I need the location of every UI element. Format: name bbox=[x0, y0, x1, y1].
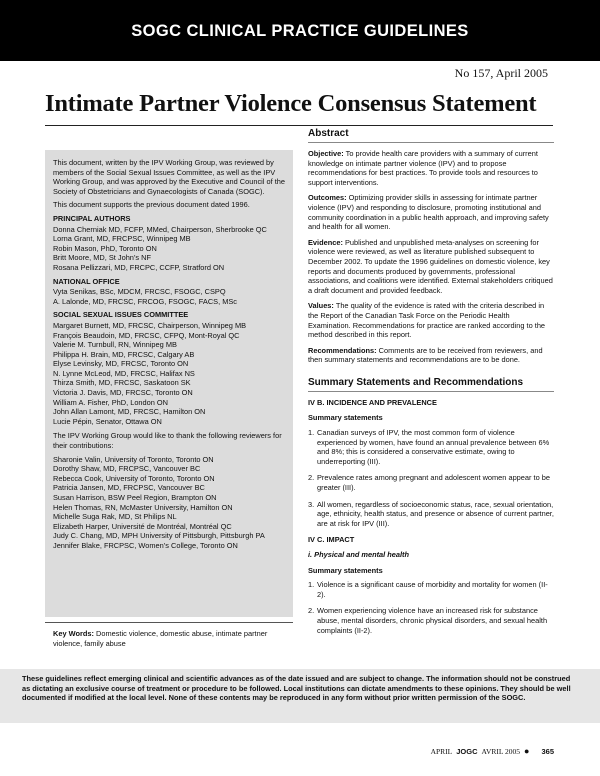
committee-member: William A. Fisher, PhD, London ON bbox=[53, 397, 169, 407]
national-office-list bbox=[53, 287, 289, 306]
abstract-text: Published and unpublished meta-analyses on screening for violence were reviewed, as well as literature published subsequent to December 2002. To update the 1996 guidelines on domestic violence, key reports and documents produced by governments, professional associations, and coalitions were identified. External stakeholders critiqued a draft document and provided feedback. bbox=[308, 237, 553, 295]
list-item bbox=[308, 500, 554, 529]
national-office-heading: NATIONAL OFFICE bbox=[53, 276, 120, 286]
abstract-label: Objective: bbox=[308, 149, 344, 158]
author-line: Britt Moore, MD, St John’s NF bbox=[53, 253, 152, 263]
section-heading-incidence: IV B. INCIDENCE AND PREVALENCE bbox=[308, 397, 437, 407]
committee-member: Victoria J. Davis, MD, FRCSC, Toronto ON bbox=[53, 388, 193, 398]
abstract-label: Values: bbox=[308, 301, 334, 311]
committee-member: Margaret Burnett, MD, FRCSC, Chairperson, Winnipeg MB bbox=[53, 320, 247, 330]
item-number: 3. bbox=[308, 499, 315, 509]
thanks-text: The IPV Working Group would like to thank the following reviewers for their contributions: bbox=[53, 431, 282, 451]
reviewers-list bbox=[53, 455, 289, 551]
item-text: Prevalence rates among pregnant and adolescent women appear to be greater (III). bbox=[317, 473, 550, 493]
abstract-text: To provide health care providers with a summary of current knowledge on intimate partner violence (IPV) and to propose recommendations for best practices. To provide tools and resources to support interventions. bbox=[308, 149, 538, 187]
abstract-label: Outcomes: bbox=[308, 193, 347, 203]
item-number: 2. bbox=[308, 473, 315, 483]
keywords-label: Key Words: bbox=[53, 629, 94, 638]
page-footer bbox=[431, 746, 554, 756]
reviewer-line: Helen Thomas, RN, McMaster University, Hamilton ON bbox=[53, 502, 233, 512]
subsection-physical-mental: i. Physical and mental health bbox=[308, 550, 410, 559]
keywords bbox=[53, 629, 289, 648]
intro-text: This document, written by the IPV Working Group, was reviewed by members of the Social Sexual Issues Committee, as well as the IPV Working Group, and was approved by the Executive and Council of the Society of Obstetricians and Gynaecologists of Canada (SOGC). bbox=[53, 158, 285, 196]
list-item bbox=[308, 580, 554, 599]
author-line: Lorna Grant, MD, FRCPSC, Winnipeg MB bbox=[53, 234, 191, 244]
page-title: Intimate Partner Violence Consensus Statement bbox=[45, 90, 537, 117]
banner-title: SOGC CLINICAL PRACTICE GUIDELINES bbox=[131, 22, 469, 40]
principal-authors-list bbox=[53, 225, 289, 273]
abstract-text: The quality of the evidence is rated with the criteria described in the Report of the Canadian Task Force on the Periodic Health Examination. Recommendations for practice are ranked according to the method described in this report. bbox=[308, 301, 546, 340]
reviewer-line: Michelle Suga Rak, MD, St Philips NL bbox=[53, 512, 177, 522]
committee-member: Thirza Smith, MD, FRCSC, Saskatoon SK bbox=[53, 378, 191, 388]
list-item bbox=[308, 473, 554, 492]
item-number: 1. bbox=[308, 428, 315, 438]
reviewer-line: Rebecca Cook, University of Toronto, Toronto ON bbox=[53, 473, 215, 483]
abstract-text: Comments are to be received from reviewers, and then summary statements and recommendations are to be done. bbox=[308, 345, 543, 365]
committee-member: Elyse Levinsky, MD, FRCSC, Toronto ON bbox=[53, 359, 189, 369]
committee-member: François Beaudoin, MD, FRCSC, CFPQ, Mont-Royal QC bbox=[53, 330, 240, 340]
disclaimer-text: These guidelines reflect emerging clinical and scientific advances as of the date issued and are subject to change. The information should not be construed as dictating an exclusive course of treatment or procedure to be followed. Local institutions can dictate amendments to these opinions. They should be well documented if modified at the local level. None of these contents may be reproduced in any form without prior written permission of the SOGC. bbox=[22, 674, 571, 703]
author-line: Robin Mason, PhD, Toronto ON bbox=[53, 243, 157, 253]
item-text: Violence is a significant cause of morbidity and mortality for women (II-2). bbox=[317, 580, 548, 599]
reviewer-line: Patricia Jansen, MD, FRCPSC, Vancouver BC bbox=[53, 483, 205, 493]
abstract-values bbox=[308, 301, 554, 339]
page-number: 365 bbox=[541, 746, 554, 756]
right-column bbox=[308, 128, 554, 642]
list-item bbox=[308, 606, 554, 635]
committee-heading: SOCIAL SEXUAL ISSUES COMMITTEE bbox=[53, 310, 189, 320]
keywords-text: Domestic violence, domestic abuse, intimate partner violence, family abuse bbox=[53, 629, 268, 648]
section-heading-impact: IV C. IMPACT bbox=[308, 535, 355, 545]
reviewer-line: Susan Harrison, BSW Peel Region, Brampton ON bbox=[53, 493, 217, 502]
summary-statements-label: Summary statements bbox=[308, 413, 383, 423]
author-line: Rosana Pellizzari, MD, FRCPC, CCFP, Stratford ON bbox=[53, 262, 225, 272]
committee-member: Philippa H. Brain, MD, FRCSC, Calgary AB bbox=[53, 349, 195, 359]
abstract-evidence bbox=[308, 238, 554, 296]
abstract-objective bbox=[308, 149, 554, 187]
principal-authors-heading: PRINCIPAL AUTHORS bbox=[53, 213, 131, 223]
title-rule bbox=[45, 125, 553, 126]
issue-number: No 157, April 2005 bbox=[454, 66, 548, 80]
reviewer-line: Jennifer Blake, FRCPSC, Women’s College, Toronto ON bbox=[53, 540, 238, 550]
item-text: Women experiencing violence have an increased risk for substance abuse, mental disorders, chronic physical disorders, and sexual health complaints (II-2). bbox=[317, 606, 548, 635]
footer-month-fr: AVRIL 2005 bbox=[481, 746, 521, 756]
reviewer-line: Judy C. Chang, MD, MPH University of Pittsburgh, Pittsburgh PA bbox=[53, 531, 265, 541]
office-line: A. Lalonde, MD, FRCSC, FRCOG, FSOGC, FACS, MSc bbox=[53, 296, 237, 306]
committee-member: N. Lynne McLeod, MD, FRCSC, Halifax NS bbox=[53, 368, 195, 378]
abstract-heading: Abstract bbox=[308, 128, 554, 143]
committee-member: Lucie Pépin, Senator, Ottawa ON bbox=[53, 416, 162, 426]
authors-content bbox=[53, 158, 289, 551]
supports-text: This document supports the previous document dated 1996. bbox=[53, 200, 250, 210]
abstract-label: Evidence: bbox=[308, 237, 343, 247]
summary-statements-label: Summary statements bbox=[308, 565, 383, 575]
reviewer-line: Sharonie Valin, University of Toronto, Toronto ON bbox=[53, 454, 214, 464]
abstract-label: Recommendations: bbox=[308, 345, 377, 355]
abstract-outcomes bbox=[308, 193, 554, 231]
bullet-icon: ● bbox=[524, 746, 530, 756]
author-line: Donna Cherniak MD, FCFP, MMed, Chairperson, Sherbrooke QC bbox=[53, 224, 267, 234]
list-item bbox=[308, 428, 554, 466]
committee-list bbox=[53, 321, 289, 427]
item-text: Canadian surveys of IPV, the most common form of violence experienced by women, have found an annual prevalence between 6% and 8%; this is considered a conservative estimate, owing to underreporting (III). bbox=[317, 428, 550, 466]
committee-member: Valerie M. Turnbull, RN, Winnipeg MB bbox=[53, 340, 177, 350]
abstract-text: Optimizing provider skills in assessing for intimate partner violence (IPV) and responding to disclosure, promoting institutional and community coordination in a public health approach, and improving safety and health for all women. bbox=[308, 193, 549, 232]
abstract-recommendations bbox=[308, 346, 554, 365]
reviewer-line: Dorothy Shaw, MD, FRCPSC, Vancouver BC bbox=[53, 464, 201, 474]
item-number: 1. bbox=[308, 580, 315, 590]
reviewer-line: Elizabeth Harper, Université de Montréal, Montréal QC bbox=[53, 521, 232, 531]
committee-member: John Allan Lamont, MD, FRCSC, Hamilton ON bbox=[53, 407, 206, 417]
item-text: All women, regardless of socioeconomic status, race, sexual orientation, age, ethnicity, health status, and presence or absence of current partner, are at risk for IPV (III). bbox=[317, 499, 554, 528]
office-line: Vyta Senikas, BSc, MDCM, FRCSC, FSOGC, CSPQ bbox=[53, 287, 226, 297]
footer-month: APRIL bbox=[430, 746, 453, 756]
summary-heading: Summary Statements and Recommendations bbox=[308, 377, 554, 392]
item-number: 2. bbox=[308, 606, 315, 616]
journal-name: JOGC bbox=[456, 746, 478, 756]
